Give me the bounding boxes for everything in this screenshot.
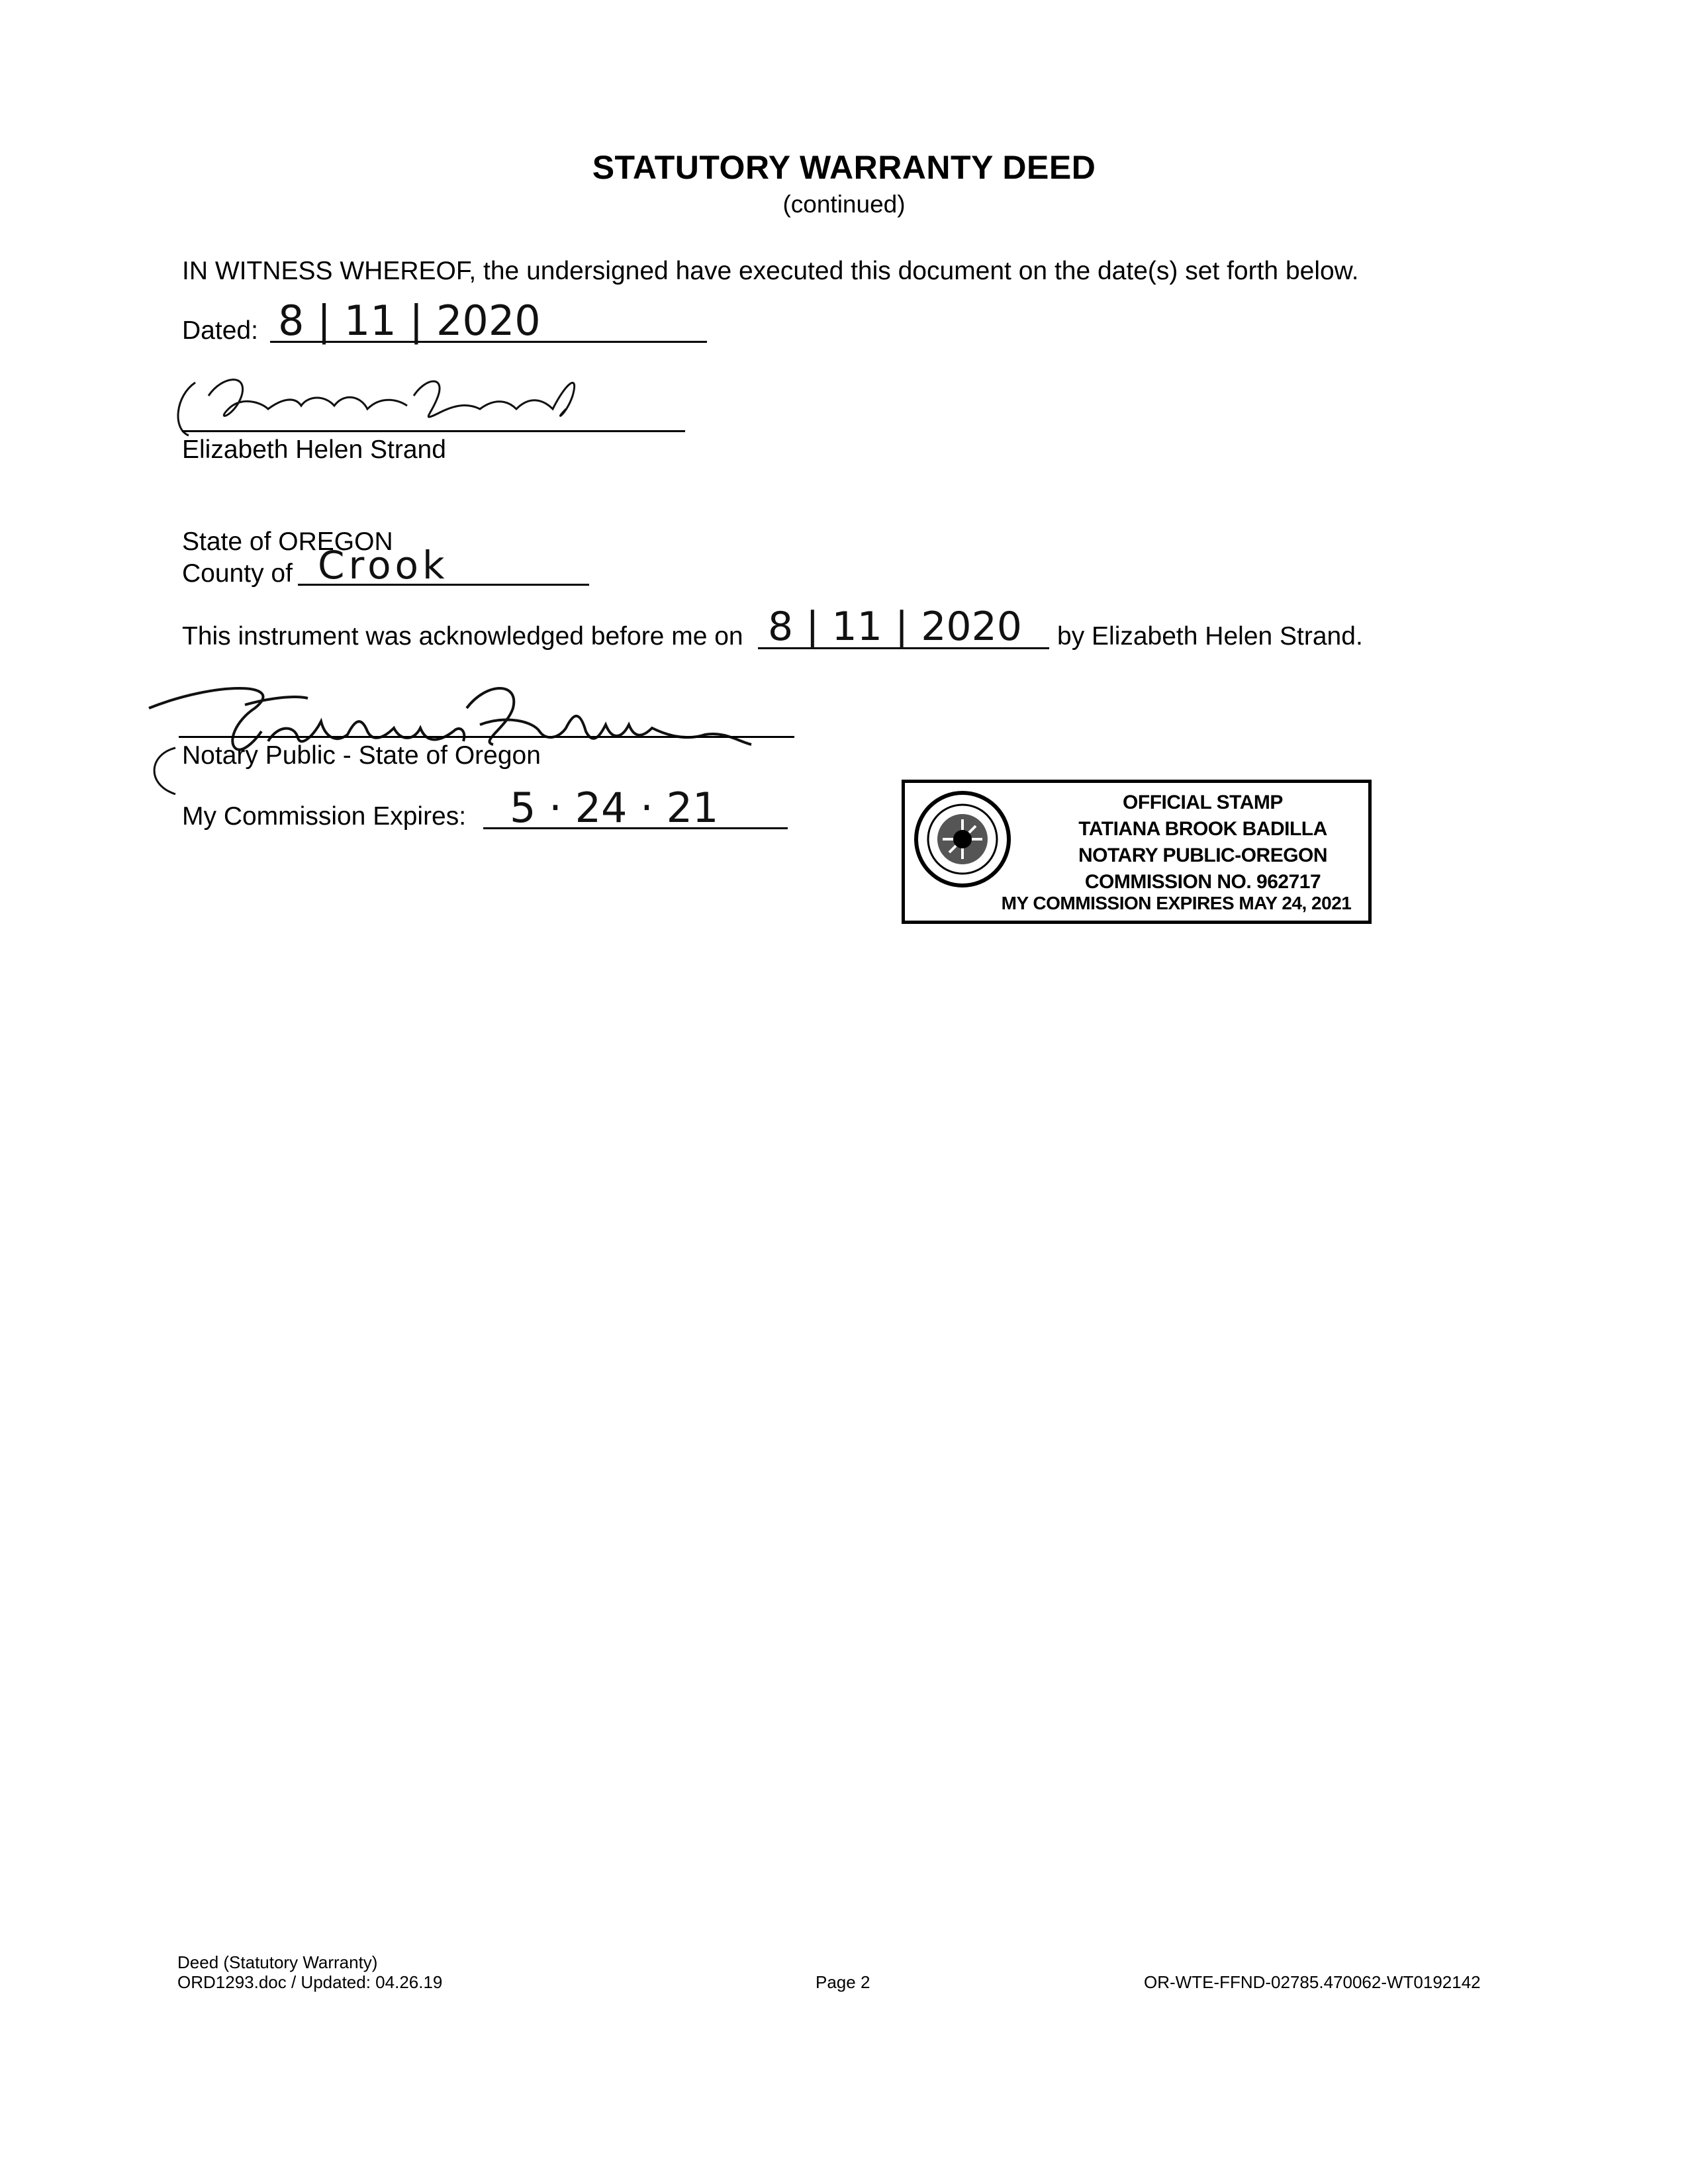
grantor-signature-line — [182, 430, 685, 432]
stamp-line-notary: NOTARY PUBLIC-OREGON — [1078, 844, 1328, 866]
acknowledgment-prefix: This instrument was acknowledged before me on — [182, 622, 743, 651]
stamp-line-expires: MY COMMISSION EXPIRES MAY 24, 2021 — [1001, 893, 1352, 913]
footer-page-number: Page 2 — [816, 1972, 870, 1992]
stamp-text-block — [1037, 790, 1368, 895]
stamp-line-name: TATIANA BROOK BADILLA — [1078, 818, 1327, 840]
footer-doc-ref: ORD1293.doc / Updated: 04.26.19 — [177, 1972, 443, 1992]
footer-file-id: OR-WTE-FFND-02785.470062-WT0192142 — [1144, 1972, 1481, 1992]
document-subtitle: (continued) — [782, 191, 906, 218]
witness-statement: IN WITNESS WHEREOF, the undersigned have executed this document on the date(s) set forth below. — [182, 257, 1359, 285]
notary-label: Notary Public - State of Oregon — [182, 741, 541, 770]
document-title: STATUTORY WARRANTY DEED — [592, 149, 1096, 186]
notary-signature-line — [179, 736, 794, 738]
stamp-line-commission: COMMISSION NO. 962717 — [1084, 871, 1321, 893]
dated-handwritten-value: 8 | 11 | 2020 — [278, 296, 541, 345]
county-handwritten-value: Crook — [318, 543, 449, 588]
expires-handwritten-value: 5 · 24 · 21 — [510, 784, 719, 832]
acknowledgment-suffix: by Elizabeth Helen Strand. — [1057, 622, 1363, 651]
state-line: State of OREGON — [182, 527, 393, 556]
oregon-state-seal-icon — [913, 790, 1012, 889]
expires-label: My Commission Expires: — [182, 802, 467, 831]
official-notary-stamp — [902, 780, 1372, 924]
stamp-line-official: OFFICIAL STAMP — [1123, 792, 1283, 813]
acknowledgment-handwritten-date: 8 | 11 | 2020 — [768, 604, 1022, 650]
grantor-name: Elizabeth Helen Strand — [182, 435, 446, 464]
dated-label: Dated: — [182, 316, 258, 345]
county-label: County of — [182, 559, 293, 588]
footer-doc-type: Deed (Statutory Warranty) — [177, 1952, 378, 1972]
